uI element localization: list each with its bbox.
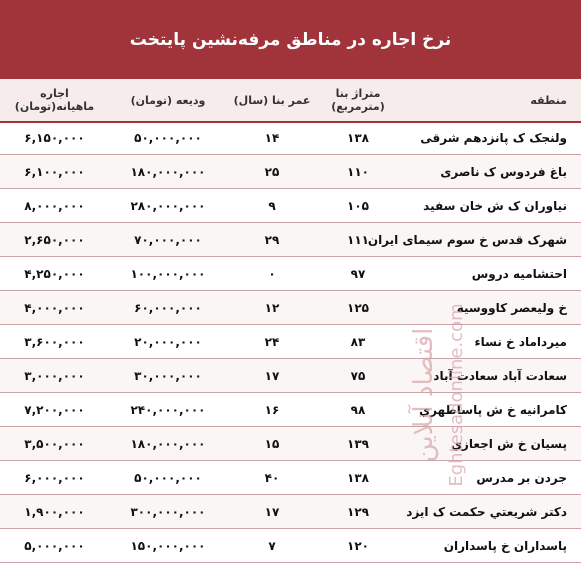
cell-region: میرداماد خ نساء (474, 334, 567, 349)
cell-area: ۱۳۹ (347, 436, 369, 451)
table-row (0, 461, 581, 495)
cell-area: ۱۱۰ (347, 164, 369, 179)
cell-rent: ۴,۲۵۰,۰۰۰ (24, 266, 85, 281)
page-title: نرخ اجاره در مناطق مرفه‌نشین پایتخت (0, 0, 581, 79)
cell-deposit: ۲۸۰,۰۰۰,۰۰۰ (130, 198, 206, 213)
cell-rent: ۶,۱۵۰,۰۰۰ (24, 130, 85, 145)
table-row (0, 223, 581, 257)
cell-rent: ۷,۲۰۰,۰۰۰ (24, 402, 85, 417)
watermark-persian: اقتصاد آنلاین (409, 327, 439, 463)
cell-region: خ ولیعصر کاووسیه (456, 300, 567, 315)
table-row (0, 393, 581, 427)
cell-area: ۸۳ (350, 334, 366, 349)
table-row (0, 291, 581, 325)
table-body (0, 121, 581, 563)
cell-area: ۱۲۹ (347, 504, 369, 519)
cell-age: ۲۵ (264, 164, 280, 179)
cell-age: ۱۵ (264, 436, 280, 451)
cell-area: ۱۲۵ (347, 300, 369, 315)
cell-area: ۹۸ (350, 402, 366, 417)
cell-deposit: ۵۰,۰۰۰,۰۰۰ (134, 130, 202, 145)
table-row (0, 529, 581, 563)
cell-deposit: ۲۰,۰۰۰,۰۰۰ (134, 334, 202, 349)
cell-age: ۱۴ (264, 130, 280, 145)
cell-age: ۱۷ (264, 504, 280, 519)
cell-age: ۴۰ (264, 470, 280, 485)
cell-deposit: ۲۴۰,۰۰۰,۰۰۰ (130, 402, 206, 417)
cell-age: ۲۹ (264, 232, 280, 247)
cell-deposit: ۱۸۰,۰۰۰,۰۰۰ (130, 164, 206, 179)
cell-deposit: ۱۵۰,۰۰۰,۰۰۰ (130, 538, 206, 553)
cell-deposit: ۱۰۰,۰۰۰,۰۰۰ (130, 266, 206, 281)
cell-area: ۷۵ (350, 368, 366, 383)
header-region: منطقه (530, 93, 567, 107)
cell-age: ۹ (268, 198, 276, 213)
cell-age: ۰ (268, 266, 276, 281)
cell-region: پاسداران خ پاسداران (443, 538, 567, 553)
cell-rent: ۴,۰۰۰,۰۰۰ (24, 300, 85, 315)
cell-age: ۱۲ (264, 300, 280, 315)
cell-deposit: ۶۰,۰۰۰,۰۰۰ (134, 300, 202, 315)
table-row (0, 359, 581, 393)
header-deposit: ودیعه (تومان) (130, 93, 206, 107)
cell-area: ۱۳۸ (347, 470, 369, 485)
cell-region: احتشامیه دروس (471, 266, 567, 281)
cell-area: ۱۰۵ (347, 198, 369, 213)
cell-age: ۱۶ (264, 402, 280, 417)
cell-region: شهرک قدس خ سوم سیمای ایران (367, 232, 567, 247)
cell-deposit: ۳۰۰,۰۰۰,۰۰۰ (130, 504, 206, 519)
table-row (0, 257, 581, 291)
table-row (0, 427, 581, 461)
cell-region: ولنجک ک پانزدهم شرقی (420, 130, 567, 145)
table-row (0, 495, 581, 529)
table-row (0, 155, 581, 189)
cell-region: جردن بر مدرس (476, 470, 567, 485)
cell-rent: ۶,۰۰۰,۰۰۰ (24, 470, 85, 485)
cell-area: ۱۲۰ (347, 538, 369, 553)
cell-age: ۱۷ (264, 368, 280, 383)
header-area: متراژ بنا (مترمربع) (331, 87, 385, 113)
cell-rent: ۳,۰۰۰,۰۰۰ (24, 368, 85, 383)
cell-deposit: ۵۰,۰۰۰,۰۰۰ (134, 470, 202, 485)
table-header (0, 79, 581, 123)
cell-rent: ۸,۰۰۰,۰۰۰ (24, 198, 85, 213)
cell-deposit: ۳۰,۰۰۰,۰۰۰ (134, 368, 202, 383)
header-age: عمر بنا (سال) (233, 93, 311, 107)
cell-rent: ۵,۰۰۰,۰۰۰ (24, 538, 85, 553)
header-rent: اجاره ماهیانه(تومان) (14, 87, 95, 113)
cell-age: ۷ (268, 538, 276, 553)
cell-area: ۱۳۸ (347, 130, 369, 145)
watermark-latin: Eghtesadonline.com (446, 303, 467, 487)
cell-area: ۹۷ (350, 266, 366, 281)
table-row (0, 325, 581, 359)
cell-rent: ۳,۶۰۰,۰۰۰ (24, 334, 85, 349)
cell-age: ۲۴ (264, 334, 280, 349)
cell-rent: ۳,۵۰۰,۰۰۰ (24, 436, 85, 451)
cell-area: ۱۱۱ (347, 232, 369, 247)
cell-deposit: ۱۸۰,۰۰۰,۰۰۰ (130, 436, 206, 451)
cell-rent: ۱,۹۰۰,۰۰۰ (24, 504, 85, 519)
cell-deposit: ۷۰,۰۰۰,۰۰۰ (134, 232, 202, 247)
cell-rent: ۲,۶۵۰,۰۰۰ (24, 232, 85, 247)
cell-region: سعادت آباد سعادت آباد (433, 368, 567, 383)
table-row (0, 121, 581, 155)
cell-region: پسیان خ ش اجعازي (450, 436, 567, 451)
cell-region: کامرانیه خ ش پاساطهري (419, 402, 567, 417)
cell-region: باغ فردوس ک ناصری (440, 164, 567, 179)
cell-region: دکتر شریعتي حکمت ک ایزد (406, 504, 567, 519)
table-row (0, 189, 581, 223)
cell-region: نیاوران ک ش خان سفید (423, 198, 567, 213)
cell-rent: ۶,۱۰۰,۰۰۰ (24, 164, 85, 179)
